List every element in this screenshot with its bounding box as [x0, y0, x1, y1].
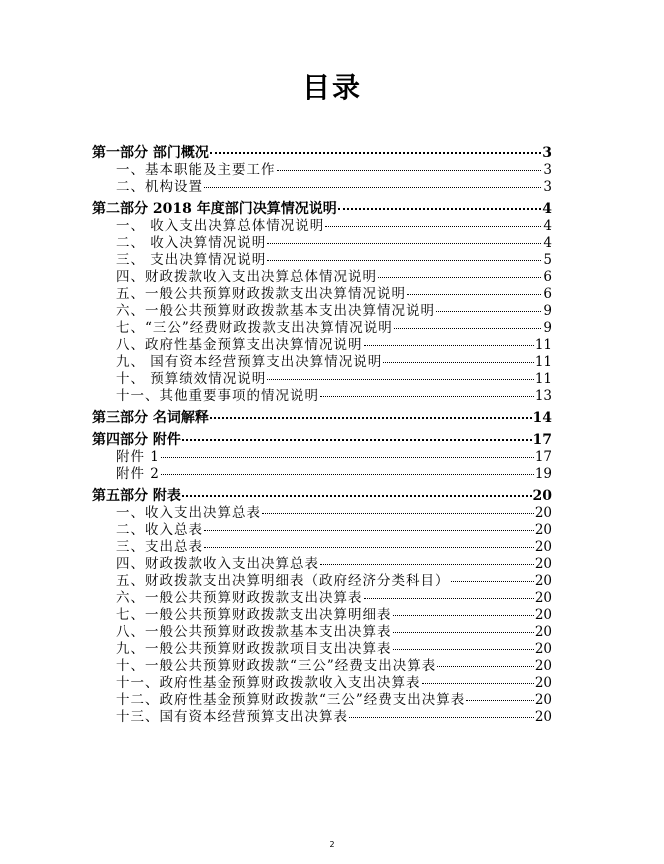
- toc-entry-label: 十、一般公共预算财政拨款“三公”经费支出决算表: [116, 658, 437, 674]
- toc-entry[interactable]: [92, 539, 552, 556]
- toc-entry[interactable]: [92, 692, 552, 709]
- toc-entry-page: 20: [534, 556, 552, 572]
- dot-leader: [451, 581, 534, 582]
- page-number: 2: [329, 840, 335, 849]
- toc-entry[interactable]: [92, 354, 552, 371]
- toc-entry-page: 3: [543, 179, 552, 195]
- toc-entry-label: 四、财政拨款收入支出决算总体情况说明: [116, 269, 377, 285]
- toc-entry-label: 三、 支出决算情况说明: [116, 252, 267, 268]
- dot-leader: [210, 417, 532, 419]
- toc-entry-page: 17: [532, 432, 552, 448]
- toc-entry-page: 20: [534, 709, 552, 725]
- toc-entry-page: 13: [534, 388, 552, 404]
- toc-entry-page: 4: [543, 218, 552, 234]
- toc-entry-label: 十一、其他重要事项的情况说明: [116, 388, 319, 404]
- toc-entry-label: 六、一般公共预算财政拨款支出决算表: [116, 590, 363, 606]
- toc-entry-label: 二、机构设置: [116, 179, 203, 195]
- toc-entry-page: 20: [534, 573, 552, 589]
- toc-entry-page: 11: [534, 354, 552, 370]
- toc-entry-page: 9: [543, 320, 552, 336]
- dot-leader: [383, 362, 534, 363]
- page-title: 目录: [301, 71, 362, 104]
- toc-part-entry[interactable]: [92, 200, 552, 218]
- dot-leader: [378, 277, 541, 278]
- toc-entry[interactable]: [92, 252, 552, 269]
- dot-leader: [393, 615, 534, 616]
- toc-entry-label: 第五部分 附表: [92, 488, 181, 504]
- dot-leader: [393, 649, 534, 650]
- dot-leader: [267, 260, 541, 261]
- toc-entry-page: 4: [543, 235, 552, 251]
- toc-entry[interactable]: [92, 641, 552, 658]
- dot-leader: [436, 311, 541, 312]
- toc-entry-label: 十三、国有资本经营预算支出决算表: [116, 709, 348, 725]
- toc-entry-label: 一、基本职能及主要工作: [116, 162, 276, 178]
- toc-entry[interactable]: [92, 320, 552, 337]
- toc-entry-page: 6: [543, 286, 552, 302]
- dot-leader: [204, 530, 534, 531]
- toc-entry[interactable]: [92, 371, 552, 388]
- toc-entry-label: 八、政府性基金预算支出决算情况说明: [116, 337, 363, 353]
- dot-leader: [277, 170, 542, 171]
- table-of-contents: [92, 144, 552, 726]
- toc-entry-label: 一、 收入支出决算总体情况说明: [116, 218, 325, 234]
- toc-entry-page: 17: [534, 449, 552, 465]
- toc-entry-label: 十、 预算绩效情况说明: [116, 371, 267, 387]
- toc-entry[interactable]: [92, 466, 552, 483]
- toc-entry-page: 20: [534, 624, 552, 640]
- dot-leader: [338, 208, 541, 210]
- toc-entry-label: 附件 1: [116, 449, 160, 465]
- toc-part-entry[interactable]: [92, 431, 552, 449]
- toc-entry[interactable]: [92, 337, 552, 354]
- toc-entry[interactable]: [92, 218, 552, 235]
- toc-entry-page: 11: [534, 337, 552, 353]
- toc-part-entry[interactable]: [92, 487, 552, 505]
- toc-entry[interactable]: [92, 675, 552, 692]
- toc-entry-page: 20: [534, 658, 552, 674]
- toc-entry-label: 九、一般公共预算财政拨款项目支出决算表: [116, 641, 392, 657]
- dot-leader: [182, 495, 532, 497]
- toc-entry[interactable]: [92, 607, 552, 624]
- toc-entry-page: 20: [532, 488, 552, 504]
- dot-leader: [407, 294, 541, 295]
- toc-entry-label: 一、收入支出决算总表: [116, 505, 261, 521]
- toc-entry-label: 第三部分 名词解释: [92, 410, 209, 426]
- toc-entry-label: 第二部分 2018 年度部门决算情况说明: [92, 201, 337, 217]
- toc-entry-label: 七、一般公共预算财政拨款支出决算明细表: [116, 607, 392, 623]
- toc-entry[interactable]: [92, 658, 552, 675]
- toc-entry-page: 14: [532, 410, 552, 426]
- toc-entry-page: 11: [534, 371, 552, 387]
- toc-entry-label: 十一、政府性基金预算财政拨款收入支出决算表: [116, 675, 421, 691]
- dot-leader: [393, 632, 534, 633]
- dot-leader: [320, 396, 534, 397]
- dot-leader: [204, 547, 534, 548]
- toc-entry[interactable]: [92, 388, 552, 405]
- toc-entry[interactable]: [92, 505, 552, 522]
- toc-entry[interactable]: [92, 556, 552, 573]
- dot-leader: [437, 666, 534, 667]
- toc-entry-label: 十二、政府性基金预算财政拨款“三公”经费支出决算表: [116, 692, 466, 708]
- toc-entry-page: 5: [543, 252, 552, 268]
- toc-entry-label: 二、收入总表: [116, 522, 203, 538]
- toc-entry-page: 20: [534, 641, 552, 657]
- dot-leader: [210, 152, 541, 154]
- dot-leader: [422, 683, 534, 684]
- dot-leader: [349, 717, 534, 718]
- toc-entry-page: 20: [534, 675, 552, 691]
- toc-entry[interactable]: [92, 303, 552, 320]
- dot-leader: [267, 379, 534, 380]
- toc-entry-page: 6: [543, 269, 552, 285]
- toc-entry-label: 七、“三公”经费财政拨款支出决算情况说明: [116, 320, 393, 336]
- toc-part-entry[interactable]: [92, 144, 552, 162]
- dot-leader: [267, 243, 541, 244]
- toc-entry-label: 五、财政拨款支出决算明细表（政府经济分类科目）: [116, 573, 450, 589]
- toc-entry-label: 九、 国有资本经营预算支出决算情况说明: [116, 354, 383, 370]
- dot-leader: [182, 439, 532, 441]
- toc-entry-label: 三、支出总表: [116, 539, 203, 555]
- dot-leader: [364, 598, 534, 599]
- dot-leader: [204, 187, 541, 188]
- toc-entry-page: 9: [543, 303, 552, 319]
- toc-entry-page: 20: [534, 539, 552, 555]
- toc-entry-page: 3: [543, 162, 552, 178]
- toc-entry-page: 20: [534, 590, 552, 606]
- toc-entry-page: 4: [542, 201, 552, 217]
- toc-entry[interactable]: [92, 709, 552, 726]
- toc-entry-page: 20: [534, 505, 552, 521]
- toc-entry[interactable]: [92, 522, 552, 539]
- toc-entry-label: 附件 2: [116, 466, 160, 482]
- toc-entry-page: 20: [534, 522, 552, 538]
- toc-entry-label: 四、财政拨款收入支出决算总表: [116, 556, 319, 572]
- toc-entry[interactable]: [92, 449, 552, 466]
- toc-entry-label: 二、 收入决算情况说明: [116, 235, 267, 251]
- toc-entry-page: 3: [542, 145, 552, 161]
- dot-leader: [394, 328, 541, 329]
- toc-entry[interactable]: [92, 235, 552, 252]
- toc-entry[interactable]: [92, 269, 552, 286]
- dot-leader: [262, 513, 534, 514]
- dot-leader: [466, 700, 534, 701]
- toc-entry-label: 第一部分 部门概况: [92, 145, 209, 161]
- dot-leader: [161, 474, 534, 475]
- toc-entry[interactable]: [92, 286, 552, 303]
- toc-entry-page: 19: [534, 466, 552, 482]
- toc-entry-page: 20: [534, 692, 552, 708]
- dot-leader: [364, 345, 534, 346]
- toc-entry-label: 五、一般公共预算财政拨款支出决算情况说明: [116, 286, 406, 302]
- toc-part-entry[interactable]: [92, 409, 552, 427]
- toc-entry[interactable]: [92, 590, 552, 607]
- dot-leader: [325, 226, 541, 227]
- toc-entry[interactable]: [92, 624, 552, 641]
- dot-leader: [161, 457, 534, 458]
- toc-entry[interactable]: [92, 573, 552, 590]
- toc-entry-page: 20: [534, 607, 552, 623]
- toc-entry-label: 八、一般公共预算财政拨款基本支出决算表: [116, 624, 392, 640]
- toc-entry[interactable]: [92, 162, 552, 179]
- dot-leader: [320, 564, 534, 565]
- toc-entry-label: 第四部分 附件: [92, 432, 181, 448]
- toc-entry[interactable]: [92, 179, 552, 196]
- toc-entry-label: 六、一般公共预算财政拨款基本支出决算情况说明: [116, 303, 435, 319]
